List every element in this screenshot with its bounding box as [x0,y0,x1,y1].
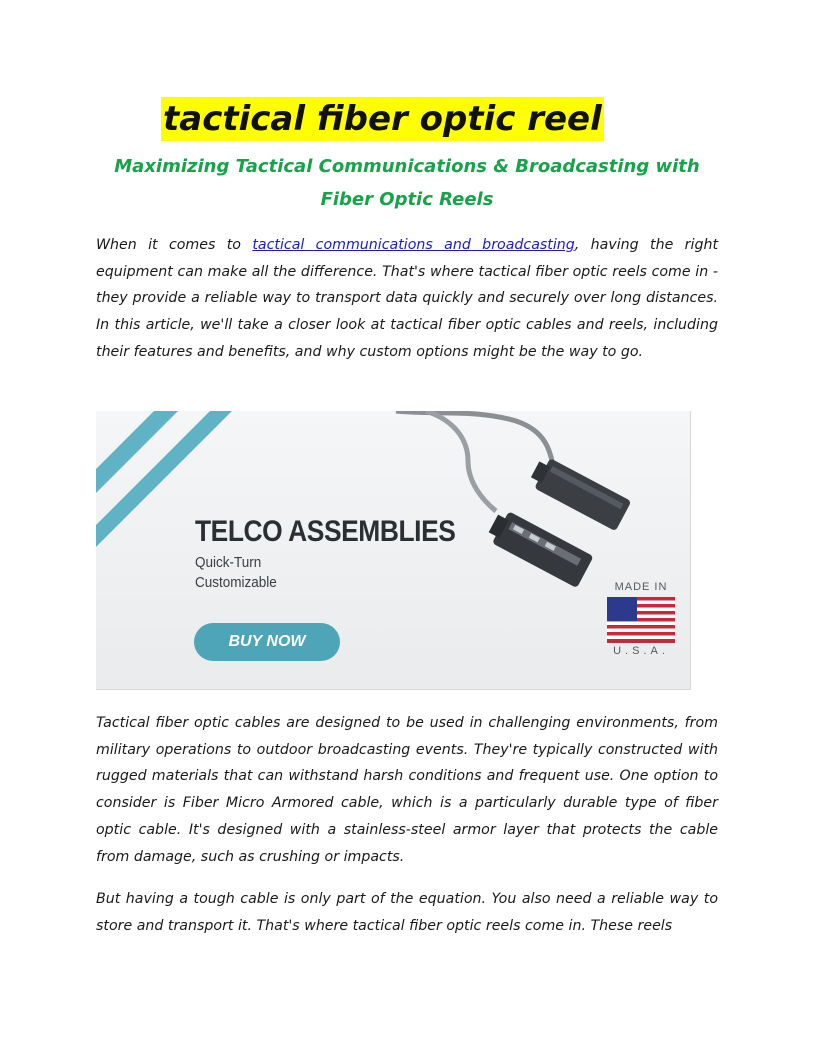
connector-lower [485,508,594,589]
tactical-communications-link[interactable]: tactical communications and broadcasting [252,237,575,253]
ad-graphics [96,411,690,689]
intro-text-before-link: When it comes to [96,237,253,253]
intro-text-after-link: , having the right equipment can make all the difference. That's where tactical fiber optic reels come in - they provide a reliable way to transport data quickly and securely over long distances. In this article, we'll take a closer look at tactical fiber optic cables and reels, including their features and benefits, and why custom options might be the way to go. [96,237,719,360]
cable-lower [426,411,496,511]
cable-upper [396,411,554,473]
flag-stripe [607,632,675,636]
body-paragraph-cables: Tactical fiber optic cables are designed to be used in challenging environments, from military operations to outdoor broadcasting events. They're typically constructed with rugged materials that can withstand harsh conditions and frequent use. One option to consider is Fiber Micro Armored cable, which is a particularly durable type of fiber optic cable. It's designed with a stainless-steel armor layer that protects the cable from damage, such as crushing or impacts. [96,715,718,865]
ad-stripe-1 [96,411,178,493]
ad-subline-customizable: Customizable [195,574,277,591]
usa-label: U.S.A. [613,645,669,657]
made-in-label: MADE IN [614,581,668,593]
body-paragraph-reels: But having a tough cable is only part of the equation. You also need a reliable way to store and transport it. That's where tactical fiber optic reels come in. These reels [96,891,718,934]
buy-now-button[interactable]: BUY NOW [194,623,340,661]
telco-assemblies-ad-image[interactable] [96,411,691,690]
flag-canton [607,597,637,621]
usa-flag-icon [607,597,675,643]
ad-subline-quick-turn: Quick-Turn [195,554,262,571]
flag-stripe [607,639,675,643]
page-subtitle: Maximizing Tactical Communications & Broadcasting with Fiber Optic Reels [114,156,700,210]
connector-upper [527,454,631,531]
ad-headline: TELCO ASSEMBLIES [195,515,456,548]
flag-stripe [607,625,675,629]
page-title: tactical fiber optic reel [163,99,602,139]
intro-paragraph [96,232,718,366]
